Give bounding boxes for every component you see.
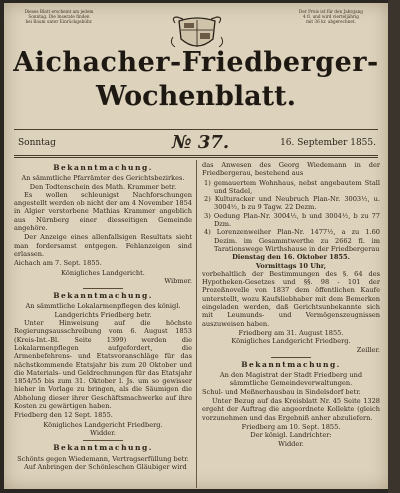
notice-court: Der königl. Landrichter: [250, 431, 332, 440]
masthead-title: Aichacher-Friedberger- [13, 47, 379, 78]
list-item: 2) Kulturacker und Neubruch Plan-Nr. 3003½, u. 3004½, b zu 9 Tagw. 22 Dezm. [204, 195, 380, 212]
notice-place: Aichach am 7. Sept. 1855. [14, 259, 102, 268]
header-rule-bottom [14, 155, 378, 156]
notice-court: Königliches Landgericht Friedberg. [43, 420, 163, 429]
auction-time: Vormittags 10 Uhr, [255, 261, 327, 270]
notice-heading: Bekanntmachung. [53, 443, 153, 453]
list-item: 1) gemauertem Wohnhaus, nebst angebautem Stall und Stadel, [204, 178, 380, 195]
notice-court: Königliches Landgericht. [61, 268, 145, 277]
issue-number: № 37. [172, 132, 230, 153]
notice-text: vorbehaltlich der Bestimmungen des §. 64 des Hypotheken-Gesetzes und §§. 98 - 101 der Prozeßnovelle von 1837 dem öffentlichen Kaufe unterstellt, wozu Kaufsliebhaber mit dem Bemerken eingeladen werden, daß Gerichtsunbekannte sich mit Leumunds- und Vermögenszeugnissen auszuweisen haben. [202, 269, 380, 328]
notice-recipient: An den Magistrat der Stadt Friedberg und sämmtliche Gemeindeverwaltungen. [219, 371, 363, 388]
notice-text: Auf Anbringen der Schönleschen Gläubiger wird [24, 462, 187, 471]
notice-signature: Widder. [278, 439, 304, 448]
list-item: 4) Lorenzenweiher Plan-Nr. 1477½, a zu 1.60 Dezim. im Gesammtwerthe zu 2662 fl. im Tarationswege Wirthshause in der Friedbergerau [204, 228, 380, 253]
notice-heading: Bekanntmachung. [53, 291, 153, 301]
list-item: 3) Oedung Plan-Nr. 3004½, b und 3004½, b zu 77 Dzm. [204, 211, 380, 229]
notice-recipient: An sämmtliche Lokalarmenpflegen des königl. Landgerichts Friedberg betr. [25, 302, 181, 319]
separator [271, 357, 311, 358]
masthead-subtitle: Wochenblatt. [96, 81, 296, 112]
column-divider [196, 160, 197, 488]
notice-heading: Bekanntmachung. [53, 163, 153, 172]
right-column [202, 161, 380, 487]
notice-text: Es wollen schleunigst Nachforschungen angestellt werden ob nicht der am 4 November 1854 in Algier verstorbene Mathias Krammer angeblich aus Nürnberg einer diesseitigen Gemeinde angehöre. [14, 190, 192, 233]
weekday: Sonntag [18, 138, 56, 148]
subscription-note-left: Dieses Blatt erscheint am jedem Sonntag. Die Inserate finden bei Baum unter Einrückgebühr. [24, 9, 94, 25]
header-rule-double [14, 157, 378, 158]
price-note-right: Der Preis ist für den Jahrgang 4 fl. und wird vierteljährig mit 36 kr. abgerechnet. [299, 9, 363, 25]
notice-place: Friedberg am 31. August 1855. [238, 328, 344, 337]
separator [83, 288, 123, 289]
notice-subject: Den Todtenschein des Math. Krammer betr. [29, 182, 177, 191]
notice-place: Friedberg am 10. Sept. 1855. [241, 422, 341, 431]
separator [83, 440, 123, 441]
notice-heading: Bekanntmachung. [241, 359, 341, 369]
notice-court: Königliches Landgericht Friedberg. [231, 337, 351, 346]
notice-text: Unter Hinweisung auf die höchste Regierungsausschreibung vom 6. August 1853 (Kreis-Int.-Bl. Seite 1399) werden die Lokalarmenpflegen aufgefordert, die Armenbefehrens- und Etatsvoranschläge für das nächstkommende Etatsjahr bis zum 20 Oktober und die Materials- und Geldrechnungen für das Etatsjahr 1854/55 bis zum 31. Oktober l. Js. um so gewisser hieher in Vorlage zu bringen, als die Säumigen die Abholung dieser ihrer Geschäftsmachwerke auf ihre Kosten zu gewärtigen haben. [14, 319, 192, 411]
issue-date: 16. September 1855. [280, 138, 376, 148]
left-column [14, 161, 192, 487]
auction-date: Dienstag den 16. Oktober 1855. [232, 253, 350, 262]
newspaper-page [4, 3, 388, 489]
notice-text: Der Anzeige eines allenfallsigen Resultats sieht man fordersamst entgegen. Fehlanzeigen sind erlassen. [14, 233, 192, 258]
notice-text: das Anwesen des Georg Wiedemann in der Friedbergerau, bestehend aus [202, 161, 380, 178]
dateline [14, 132, 378, 154]
notice-signature: Widder. [90, 428, 116, 437]
header-rule-top [14, 129, 378, 130]
notice-signature: Zeiller. [356, 345, 380, 354]
notice-subject: Schönts gegen Wiedemann, Vertragserfüllung betr. [17, 454, 189, 463]
notice-signature: Wibmer. [164, 276, 192, 285]
notice-place: Friedberg den 12 Sept. 1855. [14, 411, 113, 420]
notice-subject: Schul- und Meßnerhausbau in Sindelsdorf betr. [202, 387, 361, 396]
book-edge [388, 0, 400, 493]
notice-text: Unter Bezug auf das Kreisblatt Nr. 45 Seite 1328 ergeht der Auftrag die angeordnete Kollekte (gleich vorzunehmen und das Ergebniß anher abzuliefern. [202, 397, 380, 422]
notice-recipient: An sämmtliche Pfarrämter des Gerichtsbezirkes. [21, 174, 185, 183]
